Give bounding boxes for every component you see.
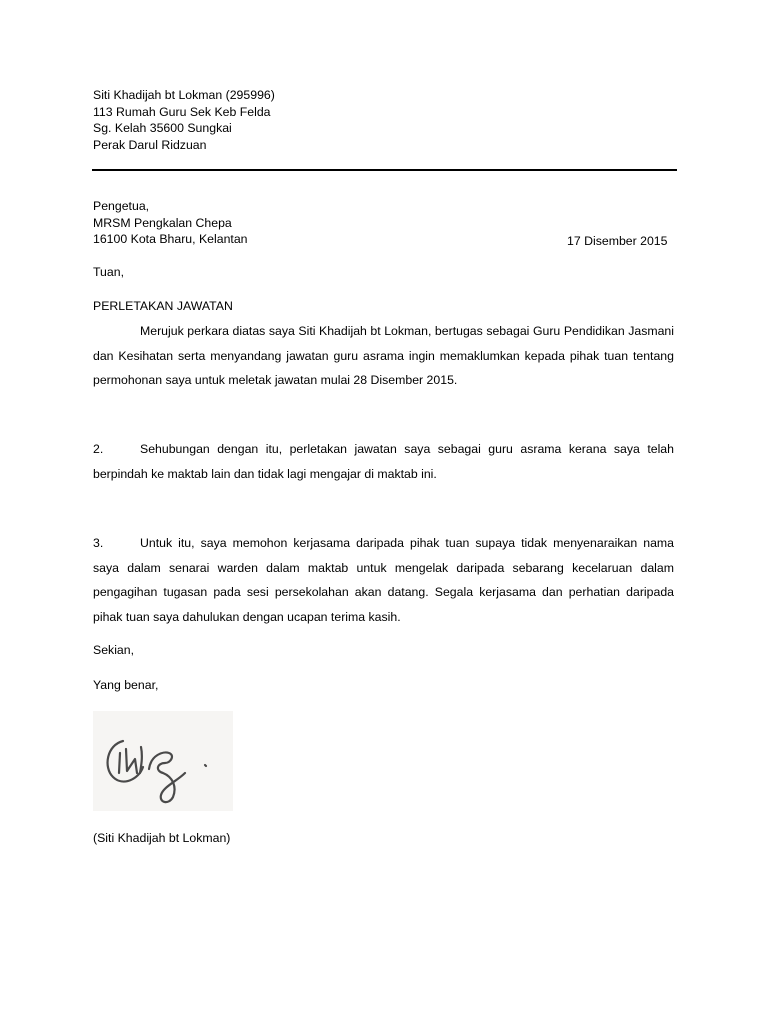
handwritten-signature <box>93 711 233 811</box>
header-divider <box>92 169 677 171</box>
body-paragraph-1 <box>93 319 674 393</box>
signoff: Yang benar, <box>93 678 159 692</box>
sender-name-line: Siti Khadijah bt Lokman (295996) <box>93 88 275 102</box>
signature-name: (Siti Khadijah bt Lokman) <box>93 831 231 845</box>
sender-address-line: 113 Rumah Guru Sek Keb Felda <box>93 104 271 119</box>
letter-subject: PERLETAKAN JAWATAN <box>93 299 233 313</box>
recipient-address-line: 16100 Kota Bharu, Kelantan <box>93 232 248 246</box>
paragraph-text: Sehubungan dengan itu, perletakan jawatan saya sebagai guru asrama kerana saya telah berpindah ke maktab lain dan tidak lagi mengajar di maktab ini. <box>93 442 674 481</box>
recipient-title: Pengetua, <box>93 199 150 213</box>
paragraph-text: Untuk itu, saya memohon kerjasama daripada pihak tuan supaya tidak menyenaraikan nama saya dalam senarai warden dalam maktab untuk mengelak daripada sebarang kecelaruan dalam pengagihan tugasan pada sesi persekolahan akan datang. Segala kerjasama dan perhatian daripada pihak tuan saya dahulukan dengan ucapan terima kasih. <box>93 536 674 624</box>
paragraph-number: 3. <box>93 536 104 550</box>
closing: Sekian, <box>93 643 135 657</box>
signature-icon <box>93 711 233 811</box>
recipient-institution: MRSM Pengkalan Chepa <box>93 215 232 230</box>
recipient-address <box>93 198 248 248</box>
paragraph-text: Merujuk perkara diatas saya Siti Khadijah bt Lokman, bertugas sebagai Guru Pendidikan Jasmani dan Kesihatan serta menyandang jawatan guru asrama ingin memaklumkan kepada pihak tuan tentang permohonan saya untuk meletak jawatan mulai 28 Disember 2015. <box>93 324 674 387</box>
paragraph-number: 2. <box>93 442 104 456</box>
sender-address-line: Sg. Kelah 35600 Sungkai <box>93 121 232 135</box>
salutation: Tuan, <box>93 265 124 279</box>
body-paragraph-2 <box>93 437 674 486</box>
body-paragraph-3 <box>93 531 674 629</box>
letter-date: 17 Disember 2015 <box>567 234 668 248</box>
sender-address <box>93 87 275 153</box>
sender-address-line: Perak Darul Ridzuan <box>93 137 207 152</box>
